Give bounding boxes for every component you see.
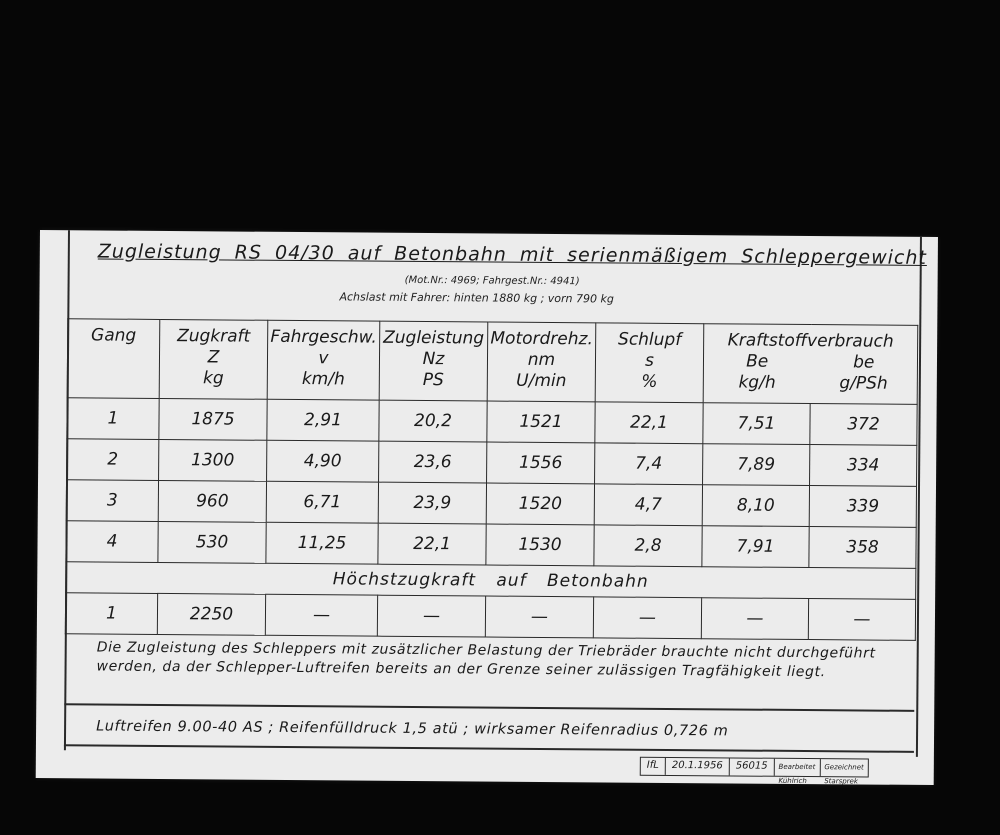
table-cell: 1520 xyxy=(486,483,594,525)
table-cell: 22,1 xyxy=(595,402,703,444)
table-cell: 20,2 xyxy=(379,400,487,442)
table-cell: — xyxy=(808,599,915,641)
table-header-row xyxy=(67,319,918,405)
table-cell: 2,91 xyxy=(267,399,379,441)
table-row xyxy=(66,480,916,528)
table-cell: — xyxy=(377,595,485,637)
document-subtitle-motor: (Mot.Nr.: 4969; Fahrgest.Nr.: 4941) xyxy=(404,274,580,288)
max-pull-row xyxy=(65,593,915,641)
table-row xyxy=(66,521,916,569)
table-cell: 23,9 xyxy=(378,482,486,524)
header-be-specific: be g/PSh xyxy=(839,352,888,394)
header-schlupf: Schlupf s % xyxy=(595,323,704,403)
table-cell: 1300 xyxy=(159,439,267,481)
table-cell: — xyxy=(485,596,593,638)
table-cell: 960 xyxy=(158,480,266,522)
table-cell: 6,71 xyxy=(266,481,378,523)
table-cell: 1 xyxy=(67,398,159,440)
table-cell: 2,8 xyxy=(594,525,702,567)
header-zugkraft: Zugkraft Z kg xyxy=(159,319,268,399)
table-cell: 1521 xyxy=(487,401,595,443)
table-cell: 2250 xyxy=(157,593,265,635)
table-cell: 7,89 xyxy=(703,444,810,486)
header-fahrgeschwindigkeit: Fahrgeschw. v km/h xyxy=(267,320,380,400)
document-title: Zugleistung RS 04/30 auf Betonbahn mit serienmäßigem Schleppergewicht xyxy=(97,240,928,269)
table-cell: 334 xyxy=(810,445,917,487)
table-cell: — xyxy=(701,598,808,640)
stamp-bearbeitet: Bearbeitet Kühlrich xyxy=(775,759,821,776)
table-cell: 1530 xyxy=(486,524,594,566)
document-subtitle-axle: Achslast mit Fahrer: hinten 1880 kg ; vorn 790 kg xyxy=(339,290,614,306)
table-cell: 7,51 xyxy=(703,403,810,445)
table-cell: 1556 xyxy=(487,442,595,484)
table-cell: 4,90 xyxy=(267,440,379,482)
header-gang: Gang xyxy=(67,319,160,399)
test-note: Die Zugleistung des Schleppers mit zusätzlicher Belastung der Triebräder brauchte nicht durchgeführt werden, da der Schlepper-Luftreifen bereits an der Grenze seiner zulässigen Tragfähigkeit liegt. xyxy=(96,639,876,681)
table-cell: 7,4 xyxy=(595,443,703,485)
table-cell: 2 xyxy=(67,439,159,481)
table-row xyxy=(67,398,917,446)
table-cell: 7,91 xyxy=(702,526,809,568)
table-cell: 358 xyxy=(809,527,916,569)
header-motordrehzahl: Motordrehz. nm U/min xyxy=(487,322,596,402)
table-cell: 1875 xyxy=(159,398,267,440)
table-cell: 8,10 xyxy=(702,485,809,527)
table-cell: 23,6 xyxy=(379,441,487,483)
stamp-gezeichnet: Gezeichnet Starsprek xyxy=(824,763,864,786)
document-card xyxy=(36,230,938,785)
table-cell: 372 xyxy=(810,404,917,446)
stamp-number: 56015 xyxy=(730,758,775,775)
section-title: Höchstzugkraft auf Betonbahn xyxy=(66,562,916,600)
tire-info: Luftreifen 9.00-40 AS ; Reifenfülldruck 1,5 atü ; wirksamer Reifenradius 0,726 m xyxy=(96,718,729,740)
table-cell: 530 xyxy=(158,521,266,563)
table-cell: — xyxy=(265,594,377,636)
table-cell: 3 xyxy=(66,480,158,522)
header-kraftstoffverbrauch: Kraftstoffverbrauch Be kg/h be g/PSh xyxy=(703,324,918,405)
table-cell: — xyxy=(593,597,701,639)
table-cell: 11,25 xyxy=(266,522,378,564)
table-cell: 339 xyxy=(809,486,916,528)
performance-table xyxy=(65,318,918,641)
title-block-stamp xyxy=(640,757,869,786)
table-row xyxy=(67,439,917,487)
stamp-date: 20.1.1956 xyxy=(666,758,730,776)
stamp-org: IfL xyxy=(641,758,666,775)
table-cell: 1 xyxy=(65,593,157,635)
header-zugleistung: Zugleistung Nz PS xyxy=(379,321,488,401)
table-cell: 4 xyxy=(66,521,158,563)
table-cell: 22,1 xyxy=(378,523,486,565)
header-be-hourly: Be kg/h xyxy=(738,351,776,393)
table-cell: 4,7 xyxy=(594,484,702,526)
